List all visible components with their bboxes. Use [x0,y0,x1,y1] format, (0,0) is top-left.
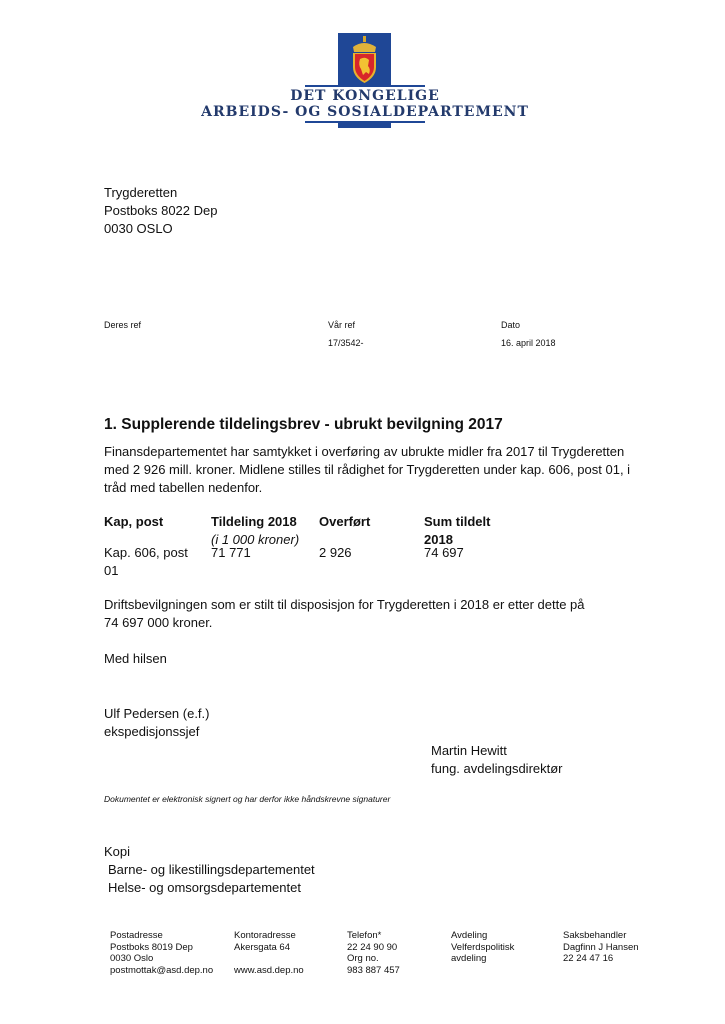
shield-lion-icon [338,33,391,86]
cell-text: Kap. 606, post [104,545,188,560]
recipient-street: Postboks 8022 Dep [104,203,218,218]
footer-email-link[interactable]: postmottak@asd.dep.no [110,964,214,976]
conclusion-line: Driftsbevilgningen som er stilt til disposisjon for Trygderetten i 2018 er etter dette på [104,597,585,612]
signer-title: ekspedisjonssjef [104,724,200,739]
footer-value: 22 24 47 16 [563,953,614,964]
signer-name: Martin Hewitt [431,743,507,758]
footer-value: Velferdspolitisk [451,941,515,953]
conclusion-paragraph [104,596,585,632]
footer-value: 22 24 90 90 [347,941,398,953]
esign-note: Dokumentet er elektronisk signert og har derfor ikke håndskrevne signaturer [104,794,391,804]
header-label: Sum tildelt [424,514,491,529]
header-label: Tildeling 2018 [211,514,297,529]
signature-1 [104,705,210,741]
footer-label: Kontoradresse [234,930,296,941]
dato-value: 16. april 2018 [501,338,556,348]
footer-label: Telefon* [347,930,382,941]
conclusion-line: 74 697 000 kroner. [104,615,213,630]
footer-avdeling [451,930,514,965]
footer-label: Saksbehandler [563,930,627,941]
cell-text: 01 [104,563,119,578]
letterhead-rule-top [305,85,425,87]
footer-website-link[interactable]: www.asd.dep.no [234,964,304,976]
closing-greeting: Med hilsen [104,651,167,666]
intro-line: med 2 926 mill. kroner. Midlene stilles til rådighet for Trygderetten under kap. 606, post 01, i [104,462,631,477]
footer-label: Org no. [347,953,379,964]
intro-paragraph [104,443,664,497]
footer-spacer [234,953,304,965]
letterhead-stub [338,123,391,128]
footer-value: avdeling [451,953,487,964]
footer-saksbehandler [563,930,639,965]
copy-label: Kopi [104,844,131,859]
table-cell-overfort: 2 926 [319,545,352,560]
dato-label: Dato [501,320,521,330]
intro-line: tråd med tabellen nedenfor. [104,480,263,495]
recipient-address [104,184,217,238]
recipient-postal: 0030 OSLO [104,221,173,236]
footer-postadresse [110,930,213,976]
signer-name: Ulf Pedersen (e.f.) [104,706,210,721]
footer-value: Akersgata 64 [234,941,290,953]
copy-recipient: Helse- og omsorgsdepartementet [108,880,301,895]
footer-value: 0030 Oslo [110,953,154,964]
table-header-overfort: Overført [319,514,371,529]
footer-telefon [347,930,400,976]
table-cell-tildeling: 71 771 [211,545,251,560]
footer-value: 983 887 457 [347,964,400,976]
deres-ref-label: Deres ref [104,320,142,330]
footer-label: Postadresse [110,930,163,941]
header-unit: (i 1 000 kroner) [211,532,300,547]
footer-value: Dagfinn J Hansen [563,941,639,953]
table-cell-sum: 74 697 [424,545,464,560]
footer-kontoradresse [234,930,304,976]
header-label: 2018 [424,532,453,547]
coat-of-arms-emblem [338,33,391,86]
letter-heading: 1. Supplerende tildelingsbrev - ubrukt bevilgning 2017 [104,416,503,433]
letterhead-line-2: ARBEIDS- OG SOSIALDEPARTEMENT [201,104,529,120]
table-header-kap: Kap, post [104,514,164,529]
footer-value: Postboks 8019 Dep [110,941,193,953]
letterhead-line-1: DET KONGELIGE [290,88,440,104]
signer-title: fung. avdelingsdirektør [431,761,563,776]
var-ref-value: 17/3542- [328,338,364,348]
footer-label: Avdeling [451,930,488,941]
signature-2 [431,742,563,778]
var-ref-label: Vår ref [328,320,356,330]
copy-recipient: Barne- og likestillingsdepartementet [108,862,315,877]
copy-section [104,843,315,897]
intro-line: Finansdepartementet har samtykket i overføring av ubrukte midler fra 2017 til Trygderetten [104,444,625,459]
table-row-kap [104,544,188,580]
recipient-name: Trygderetten [104,185,178,200]
